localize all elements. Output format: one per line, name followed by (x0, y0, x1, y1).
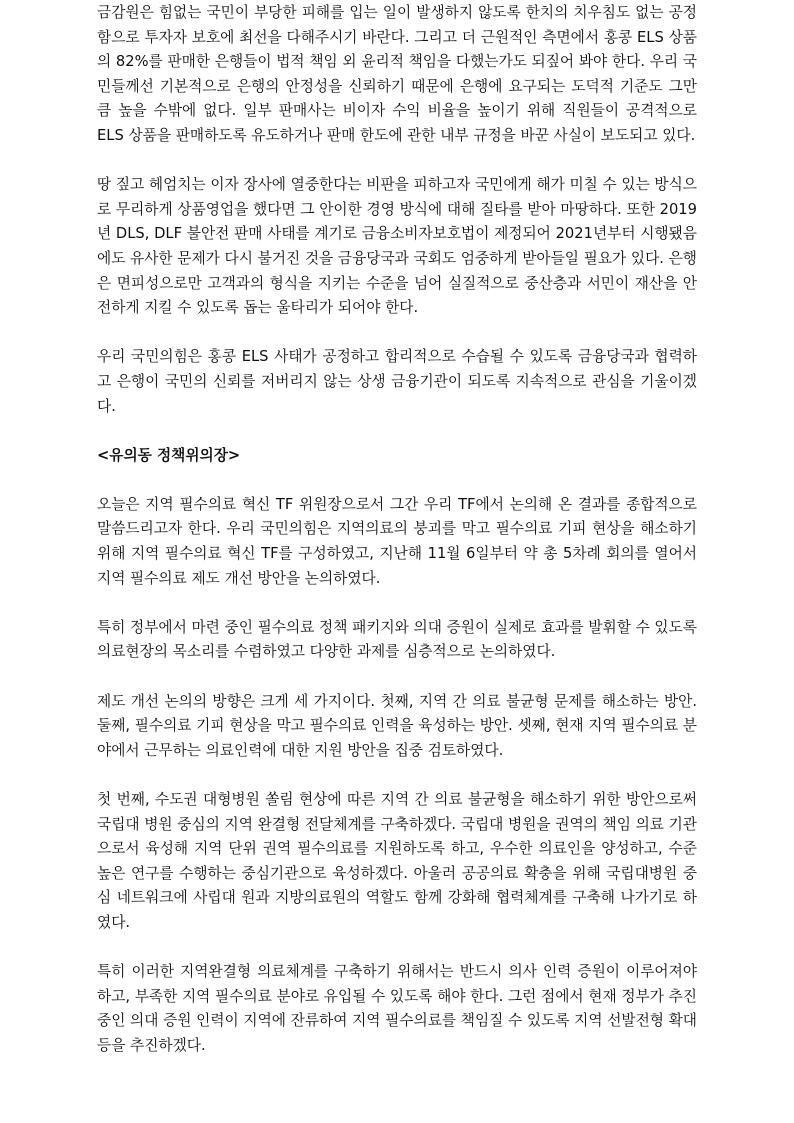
paragraph: 특히 정부에서 마련 중인 필수의료 정책 패키지와 의대 증원이 실제로 효과를 발휘할 수 있도록 의료현장의 목소리를 수렴하였고 다양한 과제를 심층적으로 논의하였다. (97, 618, 697, 661)
paragraph: 제도 개선 논의의 방향은 크게 세 가지이다. 첫째, 지역 간 의료 불균형 문제를 해소하는 방안. 둘째, 필수의료 기피 현상을 막고 필수의료 인력을 육성하는 방안. 셋째, 현재 지역 필수의료 분야에서 근무하는 의료인력에 대한 지원 방안을 집중 검토하였다. (97, 692, 697, 759)
paragraph: 금감원은 힘없는 국민이 부당한 피해를 입는 일이 발생하지 않도록 한치의 치우침도 없는 공정함으로 투자자 보호에 최선을 다해주시기 바란다. 그리고 더 근원적인 측면에서 홍콩 ELS 상품의 82%를 판매한 은행들이 법적 책임 외 윤리적 책임을 다했는가도 되짚어 봐야 한다. 우리 국민들께선 기본적으로 은행의 안정성을 신뢰하기 때문에 은행에 요구되는 도덕적 기준도 그만큼 높을 수밖에 없다. 일부 판매사는 비이자 수익 비율을 높이기 위해 직원들이 공격적으로 ELS 상품을 판매하도록 유도하거나 판매 한도에 관한 내부 규정을 바꾼 사실이 보도되고 있다. (97, 4, 697, 144)
paragraph: 첫 번째, 수도권 대형병원 쏠림 현상에 따른 지역 간 의료 불균형을 해소하기 위한 방안으로써 국립대 병원 중심의 지역 완결형 전달체계를 구축하겠다. 국립대 병원을 권역의 책임 의료 기관으로서 육성해 지역 단위 권역 필수의료를 지원하도록 하고, 우수한 의료인을 양성하고, 수준 높은 연구를 수행하는 중심기관으로 육성하겠다. 아울러 공공의료 확충을 위해 국립대병원 중심 네트워크에 사립대 원과 지방의료원의 역할도 함께 강화해 협력체계를 구축해 나가기로 하였다. (97, 791, 697, 931)
paragraph: 땅 짚고 헤엄치는 이자 장사에 열중한다는 비판을 피하고자 국민에게 해가 미칠 수 있는 방식으로 무리하게 상품영업을 했다면 그 안이한 경영 방식에 대해 질타를 받아 마땅하다. 또한 2019년 DLS, DLF 불안전 판매 사태를 계기로 금융소비자보호법이 제정되어 2021년부터 시행됐음에도 유사한 문제가 다시 불거진 것을 금융당국과 국회도 엄중하게 받아들일 필요가 있다. 은행은 면피성으로만 고객과의 형식을 지키는 수준을 넘어 실질적으로 중산층과 서민이 재산을 안전하게 지킬 수 있도록 돕는 울타리가 되어야 한다. (97, 176, 697, 317)
paragraph: 오늘은 지역 필수의료 혁신 TF 위원장으로서 그간 우리 TF에서 논의해 온 결과를 종합적으로 말씀드리고자 한다. 우리 국민의힘은 지역의료의 붕괴를 막고 필수의료 기피 현상을 해소하기 위해 지역 필수의료 혁신 TF를 구성하였고, 지난해 11월 6일부터 약 총 5차례 회의를 열어서 지역 필수의료 제도 개선 방안을 논의하였다. (97, 495, 697, 587)
paragraph: 우리 국민의힘은 홍콩 ELS 사태가 공정하고 합리적으로 수습될 수 있도록 금융당국과 협력하고 은행이 국민의 신뢰를 저버리지 않는 상생 금융기관이 되도록 지속적으로 관심을 기울이겠다. (97, 348, 697, 415)
paragraph: 특히 이러한 지역완결형 의료체계를 구축하기 위해서는 반드시 의사 인력 증원이 이루어져야 하고, 부족한 지역 필수의료 분야로 유입될 수 있도록 해야 한다. 그런 점에서 현재 정부가 추진 중인 의대 증원 인력이 지역에 잔류하여 지역 필수의료를 책임질 수 있도록 지역 선발전형 확대 등을 추진하겠다. (97, 963, 697, 1054)
document-page (97, 0, 697, 1083)
section-heading: <유의동 정책위의장> (97, 446, 241, 464)
